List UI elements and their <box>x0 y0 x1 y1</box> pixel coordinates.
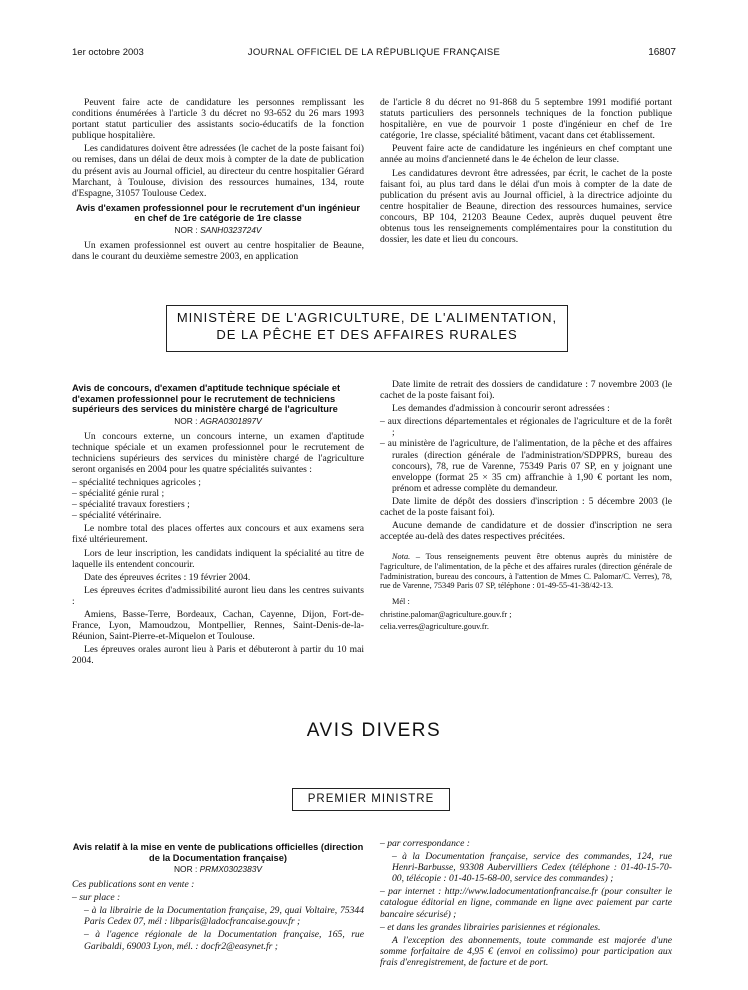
paragraph: Date des épreuves écrites : 19 février 2004. <box>84 571 251 583</box>
mid-left-column <box>72 379 364 668</box>
note-text: Tous renseignements peuvent être obtenus auprès du ministère de l'agriculture, de l'alimentation, de la pêche et des affaires rurales (direction générale de l'administration, bureau des concours, à l'attention de Mmes C. Palomar/C. Verres), 78, rue de Varenne, 75349 Paris 07 SP, téléphone : 01-49-55-41-38/42-13. <box>380 552 672 591</box>
paragraph: Les demandes d'admission à concourir seront adressées : <box>392 403 610 415</box>
top-right-column <box>380 97 672 247</box>
nor-code: AGRA0301897V <box>199 415 262 426</box>
bottom-left-column <box>72 838 364 954</box>
header-date: 1er octobre 2003 <box>72 47 144 58</box>
address-list <box>380 416 672 494</box>
paragraph: – sur place : <box>72 892 121 904</box>
paragraph: de l'article 8 du décret no 91-868 du 5 septembre 1991 modifié portant statuts particuliers des personnels techniques de la fonction publique hospitalière, en vue de pourvoir 1 poste d'ingénieur en chef de 1re catégorie, 1re classe, spécialité bâtiment, vacant dans cet établissement. <box>380 97 672 142</box>
list-item: – à l'agence régionale de la Documentation française, 165, rue Garibaldi, 69003 Lyon, mél. : docfr2@easynet.fr ; <box>84 929 364 952</box>
nor-reference <box>72 225 364 236</box>
section-heading: Avis d'examen professionnel pour le recrutement d'un ingénieur en chef de 1re catégorie de 1re classe <box>75 202 361 224</box>
paragraph: Lors de leur inscription, les candidats indiquent la spécialité au titre de laquelle ils entendent concourir. <box>72 547 364 570</box>
ministry-line-2: DE LA PÊCHE ET DES AFFAIRES RURALES <box>216 327 518 342</box>
paragraph: Les candidatures devront être adressées, par écrit, le cachet de la poste faisant foi, au plus tard dans le délai d'un mois à compter de la date de publication du présent avis au Journal officiel, à la directrice adjointe du centre hospitalier de Beaune, direction des ressources humaines, service concours, BP 104, 21203 Beaune Cedex, auprès duquel peuvent être obtenus tous les renseignements complémentaires pour la constitution du dossier, les date et lieu du concours. <box>380 167 672 246</box>
nor-reference <box>72 864 364 875</box>
nor-label: NOR : <box>174 415 198 426</box>
header-page-number: 16807 <box>648 47 676 58</box>
nor-code: PRMX0302383V <box>199 864 262 874</box>
ministry-heading-box <box>166 305 568 352</box>
section-heading: Avis de concours, d'examen d'aptitude technique spéciale et d'examen professionnel pour le recrutement de techniciens supérieurs des services du ministère chargé de l'agriculture <box>72 383 341 414</box>
list-item: – au ministère de l'agriculture, de l'alimentation, de la pêche et des affaires rurales (direction générale de l'administration/SDPPRS, bureau des concours), 78, rue de Varenne, 75349 Paris 07 SP, en y joignant une enveloppe (format 25 × 35 cm) affranchie à 1,90 € portant les nom, prénom et adresse complète du demandeur. <box>380 438 672 494</box>
paragraph: Amiens, Basse-Terre, Bordeaux, Cachan, Cayenne, Dijon, Fort-de-France, Lyon, Mamoudzou, Montpellier, Rennes, Saint-Denis-de-la-Réunion, Saint-Pierre-et-Miquelon et Toulouse. <box>72 609 364 643</box>
paragraph: Peuvent faire acte de candidature les ingénieurs en chef comptant une année au moins d'ancienneté dans le 4e échelon de leur classe. <box>380 143 672 166</box>
email-link[interactable]: christine.palomar@agriculture.gouv.fr ; <box>380 610 512 620</box>
paragraph: Ces publications sont en vente : <box>72 879 195 891</box>
paragraph: Les épreuves orales auront lieu à Paris et débuteront à partir du 10 mai 2004. <box>72 644 364 667</box>
list-item: – spécialité génie rural ; <box>72 488 165 500</box>
paragraph: – et dans les grandes librairies parisiennes et régionales. <box>380 921 601 933</box>
email-link[interactable]: celia.verres@agriculture.gouv.fr. <box>380 621 489 631</box>
paragraph: Les candidatures doivent être adressées (le cachet de la poste faisant foi) ou remises, dans un délai de deux mois à compter de la date de publication du présent avis au Journal officiel, au directeur du centre hospitalier Gérard Marchant, à Toulouse, division des ressources humaines, 134, route d'Espagne, 31057 Toulouse Cedex. <box>72 143 364 199</box>
paragraph: – par correspondance : <box>380 838 470 849</box>
paragraph: Le nombre total des places offertes aux concours et aux examens sera fixé ultérieurement. <box>72 523 364 546</box>
page-header <box>72 47 676 61</box>
list-item: – spécialité travaux forestiers ; <box>72 499 190 511</box>
note-label: Nota. – <box>392 552 421 562</box>
paragraph: Un examen professionnel est ouvert au centre hospitalier de Beaune, dans le courant du deuxième semestre 2003, en application <box>72 239 364 263</box>
list-item: – à la librairie de la Documentation française, 29, quai Voltaire, 75344 Paris Cedex 07, mél : libparis@ladocfrancaise.gouv.fr ; <box>84 905 364 928</box>
section-heading: Avis relatif à la mise en vente de publications officielles (direction de la Documentation française) <box>72 842 364 863</box>
specialty-list <box>72 477 364 521</box>
top-left-column <box>72 97 364 264</box>
mid-right-column <box>380 379 672 633</box>
paragraph: Date limite de dépôt des dossiers d'inscription : 5 décembre 2003 (le cachet de la poste faisant foi). <box>380 495 672 519</box>
nor-label: NOR : <box>174 224 198 235</box>
paragraph: Les épreuves écrites d'admissibilité auront lieu dans les centres suivants : <box>72 584 364 607</box>
list-item: – spécialité techniques agricoles ; <box>72 476 201 488</box>
bottom-right-column <box>380 838 672 970</box>
paragraph: Un concours externe, un concours interne, un examen d'aptitude technique spéciale et un examen professionnel pour le recrutement de techniciens supérieurs des services du ministère chargé de l'agriculture seront organisés en 2004 pour les quatre spécialités suivantes : <box>72 430 364 475</box>
list-item: – à la Documentation française, service des commandes, 124, rue Henri-Barbusse, 93308 Aubervilliers Cedex (téléphone : 01-40-15-70-00, télécopie : 01-40-15-68-00, service des commandes) ; <box>392 851 672 885</box>
ministry-line-1: MINISTÈRE DE L'AGRICULTURE, DE L'ALIMENTATION, <box>176 310 558 325</box>
mel-label: Mél : <box>392 596 410 606</box>
paragraph: Peuvent faire acte de candidature les personnes remplissant les conditions énumérées à l'article 3 du décret no 93-652 du 26 mars 1993 portant statut particulier des assistants socio-éducatifs de la fonction publique hospitalière. <box>72 97 364 142</box>
note-paragraph <box>380 552 672 590</box>
premier-ministre-box: PREMIER MINISTRE <box>292 788 450 811</box>
nor-label: NOR : <box>174 864 198 874</box>
nor-code: SANH0323724V <box>200 224 262 235</box>
nor-reference <box>72 416 364 427</box>
list-item: – aux directions départementales et régionales de l'agriculture et de la forêt ; <box>380 416 672 439</box>
paragraph: Date limite de retrait des dossiers de candidature : 7 novembre 2003 (le cachet de la poste faisant foi). <box>380 379 672 402</box>
paragraph: Aucune demande de candidature et de dossier d'inscription ne sera acceptée au-delà des dates respectives précitées. <box>380 520 672 543</box>
paragraph: – par internet : http://www.ladocumentationfrancaise.fr (pour consulter le catalogue éditorial en ligne, commande en ligne avec paiement par carte bancaire sécurisé) ; <box>380 886 672 920</box>
header-journal-title: JOURNAL OFFICIEL DE LA RÉPUBLIQUE FRANÇAISE <box>247 47 501 58</box>
paragraph: A l'exception des abonnements, toute commande est majorée d'une somme forfaitaire de 4,95 € (envoi en colissimo) pour participation aux frais d'enregistrement, de facture et de port. <box>380 934 672 968</box>
list-item: – spécialité vétérinaire. <box>72 510 162 522</box>
avis-divers-title: AVIS DIVERS <box>306 720 442 741</box>
